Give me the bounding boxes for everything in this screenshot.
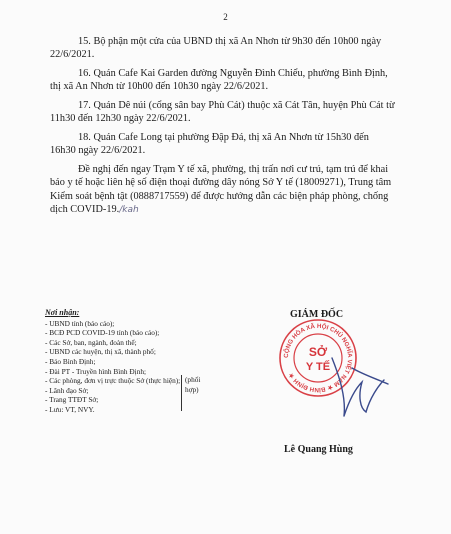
recipient-item: - Các Sở, ban, ngành, đoàn thể; [45, 337, 137, 347]
list-item [50, 67, 414, 94]
signer-title: GIÁM ĐỐC [290, 309, 344, 320]
coordination-bracket [181, 375, 207, 411]
recipient-item: - UBND các huyện, thị xã, thành phố; [45, 347, 156, 357]
recipient-item: - UBND tỉnh (báo cáo); [45, 318, 115, 328]
recipient-item: - Báo Bình Định; [45, 356, 96, 366]
signer-name: Lê Quang Hùng [284, 444, 353, 455]
seal-center-text: SỞ [308, 345, 328, 359]
seal-ring-text: CỘNG HÒA XÃ HỘI CHỦ NGHĨA VIỆT NAM ★ BÌNH ĐỊNH ★ [282, 322, 354, 394]
page-number: 2 [223, 12, 228, 22]
request-line: Đề nghị đến ngay Trạm Y tế xã, phường, thị trấn nơi cư trú, tạm trú để khai [78, 164, 389, 175]
seal-center-text: Y TẾ [305, 361, 331, 373]
recipient-item: - Lãnh đạo Sở; [45, 385, 89, 395]
request-line: dịch COVID-19. [50, 203, 120, 215]
list-item [50, 131, 414, 158]
request-line: Kiểm soát bệnh tật (0888717559) để được hướng dẫn các biện pháp phòng, chống [50, 190, 389, 202]
handwritten-initial: /kah [119, 204, 139, 215]
list-item-line: thị xã An Nhơn từ 10h00 đến 10h30 ngày 22/6/2021. [50, 81, 269, 93]
handwritten-signature-icon [322, 338, 402, 438]
recipient-item: - Trang TTĐT Sở; [45, 395, 99, 405]
list-item-line: 17. Quán Dê núi (cổng sân bay Phù Cát) thuộc xã Cát Tân, huyện Phù Cát từ [78, 100, 395, 111]
list-item-line: 11h30 đến 12h30 ngày 22/6/2021. [50, 113, 191, 125]
bracket-note: hợp) [185, 384, 199, 394]
list-item-line: 16. Quán Cafe Kai Garden đường Nguyễn Đình Chiểu, phường Bình Định, [78, 68, 388, 79]
request-line: báo y tế hoặc liên hệ số điện thoại đường dây nóng Sở Y tế (18009271), Trung tâm [50, 177, 392, 189]
recipient-item: - Lưu: VT, NVY. [45, 404, 95, 414]
list-item-line: 18. Quán Cafe Long tại phường Đập Đá, thị xã An Nhơn từ 15h30 đến [78, 132, 369, 143]
list-item-line: 15. Bộ phận một cửa của UBND thị xã An Nhơn từ 9h30 đến 10h00 ngày [78, 36, 382, 47]
request-paragraph [50, 163, 414, 217]
bracket-note: (phối [185, 375, 201, 384]
list-item-line: 22/6/2021. [50, 49, 95, 61]
recipient-item: - Các phòng, đơn vị trực thuộc Sở (thực hiện); [45, 376, 181, 386]
recipient-item: - BCĐ PCD COVID-19 tỉnh (báo cáo); [45, 328, 160, 338]
recipient-item: - Đài PT - Truyền hình Bình Định; [45, 366, 147, 376]
list-item-line: 16h30 ngày 22/6/2021. [50, 145, 146, 157]
list-item [50, 35, 414, 62]
list-item [50, 99, 414, 126]
recipients-heading: Nơi nhận: [45, 308, 80, 317]
